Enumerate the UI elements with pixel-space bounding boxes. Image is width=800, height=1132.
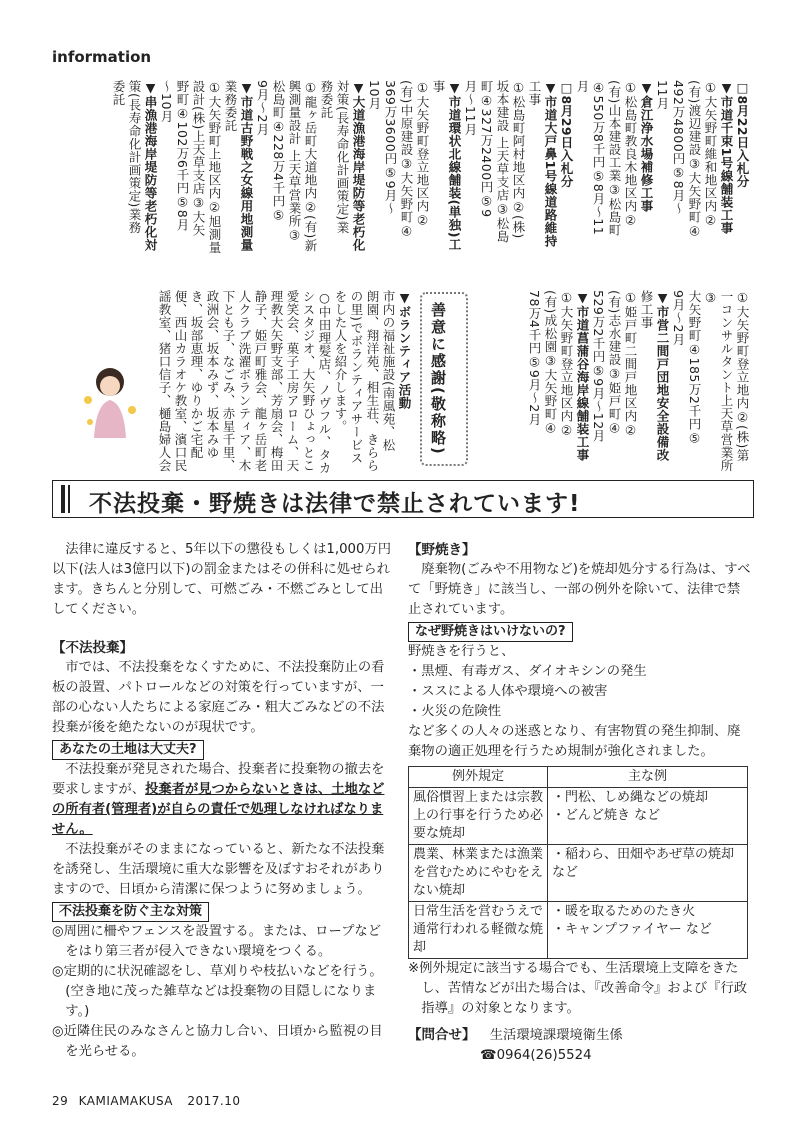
- vertical-line: 松島町④228万4千円⑤: [271, 80, 286, 223]
- vertical-line: 下とも子、なごみ、赤星千里、: [221, 290, 236, 472]
- burning-paragraph-1: 廃棄物(ごみや不用物など)を焼却処分する行為は、すべて「野焼き」に該当し、一部の例外を除いて、法律で禁止されています。: [408, 562, 751, 617]
- measure-item: ◎近隣住民のみなさんと協力し合い、日頃から監視の目を光らせる。: [52, 1024, 383, 1059]
- right-column: [408, 540, 753, 1066]
- vertical-line: 9月〜2月: [671, 290, 686, 346]
- vertical-line: 月〜11月: [463, 80, 478, 136]
- vertical-line: ▼市道古野戦之女線用地測量: [239, 80, 254, 252]
- vertical-line: 一コンサルタント上天草営業所③: [703, 290, 734, 472]
- vertical-line: ①大矢野町上地区内②旭測量: [207, 80, 222, 254]
- vertical-line: 務委託: [319, 80, 334, 119]
- contact-block: [408, 1025, 753, 1066]
- vertical-line: 11月: [655, 80, 670, 110]
- vertical-line: 9月〜2月: [255, 80, 270, 136]
- vertical-line: ▼市道大戸鼻1号線道路維持: [543, 80, 558, 248]
- burning-paragraph-2: など多くの人々の迷惑となり、有害物質の発生抑制、廃棄物の適正処理を行うため規制が強化されました。: [408, 724, 741, 759]
- vertical-line: ○中田理髪店、ノヴフル、タカ: [317, 290, 332, 475]
- thanks-badge: 善意に感謝(敬称略): [429, 302, 447, 456]
- vertical-line: 便、西山カラオケ教室、濱口民: [173, 290, 188, 472]
- title-mark-2: [68, 485, 70, 513]
- vertical-line: 人クラブ洗濯ボランティア、木: [237, 290, 252, 472]
- vertical-line: 愛笑会、菓子工房アローム、天: [285, 290, 300, 472]
- vertical-line: 委託: [111, 80, 126, 106]
- table-row: [409, 845, 748, 902]
- vertical-line: 369万3600円⑤9月〜: [383, 80, 398, 216]
- page-number: 29: [52, 1094, 69, 1108]
- section-label: information: [52, 48, 152, 66]
- table-cell: ・稲わら、田畑やあぜ草の焼却など: [548, 845, 748, 902]
- vertical-line: ①龍ヶ岳町大道地内②(有)新: [303, 80, 318, 252]
- table-cell: ・暖を取るためのたき火 ・キャンプファイヤー など: [548, 902, 748, 959]
- vertical-line: 10月: [367, 80, 382, 110]
- vertical-line: 業務委託: [223, 80, 238, 132]
- vertical-line: ▼市道千束1号線舗装工事: [719, 80, 734, 235]
- vertical-line: ①姫戸町二間戸地区内②: [623, 290, 638, 438]
- magazine-name: KAMIAMAKUSA: [78, 1094, 174, 1108]
- illegal-heading: 【不法投棄】: [52, 640, 133, 656]
- vertical-line: 対策(長寿命化計画策定)業: [335, 80, 350, 234]
- vertical-line: (有)渡辺建設③大矢野町④: [687, 80, 702, 239]
- measures-subheading: 不法投棄を防ぐ主な対策: [52, 902, 209, 922]
- vertical-line: 修工事: [639, 290, 654, 329]
- vertical-line: ▼市道菖蒲谷海岸線舗装工事: [575, 290, 590, 462]
- vertical-line: (有)中原建設③大矢野町④: [399, 80, 414, 239]
- thanks-volunteer-list: [140, 290, 412, 480]
- illegal-paragraph-3: 不法投棄がそのままになっていると、新たな不法投棄を誘発し、生活環境に重大な影響を及ぼすおそれがありますので、日頃から清潔に保つように努めましょう。: [52, 842, 385, 897]
- intro-text: 法律に違反すると、5年以下の懲役もしくは1,000万円以下(法人は3億円以下)の罰金またはその併科に処せられます。きちんと分別して、可燃ごみ・不燃ごみとして出してください。: [52, 542, 392, 617]
- vertical-line: □8月22日入札分: [735, 80, 750, 189]
- vertical-line: ▼倉江浄水場補修工事: [639, 80, 654, 213]
- vertical-line: シスタジオ、大矢野ひょっとこ: [301, 290, 316, 472]
- table-header: 主な例: [548, 767, 748, 788]
- burning-lead: 野焼きを行うと、: [408, 644, 515, 659]
- vertical-line: 492万4800円⑤8月〜: [671, 80, 686, 216]
- vertical-line: 529万2千円⑤9月〜12月: [591, 290, 606, 443]
- vertical-line: の里)でボランティアサービス: [349, 290, 364, 465]
- table-cell: 風俗慣習上または宗教上の行事を行うため必要な焼却: [409, 788, 548, 845]
- vertical-line: 設計(株)上天草支店③大矢: [191, 80, 206, 237]
- vertical-line: 市内の福祉施設(南風苑、松: [381, 290, 396, 452]
- vertical-line: 坂本建設 上天草支店③松島: [495, 80, 510, 243]
- vertical-line: 78万4千円⑤9月〜2月: [527, 290, 542, 426]
- vertical-line: ④550万8千円⑤8月〜11: [591, 80, 606, 236]
- vertical-line: ①大矢野町維和地区内②: [703, 80, 718, 228]
- title-mark: [61, 485, 65, 513]
- vertical-line: ▼市営二間戸団地安全設備改: [655, 290, 670, 462]
- illegal-paragraph-2: 不法投棄が発見された場合、投棄者に投棄物の撤去を要求しますが、投棄者が見つからないときは、土地などの所有者(管理者)が自らの責任で処理しなければなりません。: [52, 762, 385, 837]
- table-cell: 日常生活を営むうえで通常行われる軽微な焼却: [409, 902, 548, 959]
- burning-effect-item: ・ススによる人体や環境への被害: [408, 684, 608, 699]
- vertical-line: 朗園、翔洋苑、相生荘、きらら: [365, 290, 380, 472]
- measure-item: ◎定期的に状況確認をし、草刈りや枝払いなどを行う。(空き地に茂った雑草などは投棄物の目隠しになります。): [52, 964, 383, 1019]
- vertical-line: 野町④102万6千円⑤8月: [175, 80, 190, 232]
- vertical-line: 政洲会、坂本みず、坂本みゆ: [205, 290, 220, 459]
- vertical-line: 大矢野町④185万2千円⑤: [687, 290, 702, 446]
- exception-note: ※例外規定に該当する場合でも、生活環境上支障をきたし、苦情などが出た場合は、『改善命令』および『行政指導』の対象となります。: [408, 961, 748, 1016]
- vertical-line: (有)成松園③大矢野町④: [543, 290, 558, 436]
- vertical-line: き、坂部恵理、ゆりかご宅配: [189, 290, 204, 459]
- vertical-line: ①大矢野町登立地区内②: [415, 80, 430, 228]
- left-column: [52, 540, 392, 1062]
- vertical-line: (有)志水建設③姫戸町④: [607, 290, 622, 436]
- article-title-bar: [52, 480, 754, 518]
- tender-notices-column-2: [470, 290, 750, 480]
- land-subheading: あなたの土地は大丈夫?: [52, 740, 204, 760]
- contact-department: 生活環境課環境衛生係: [489, 1028, 623, 1043]
- vertical-line: □8月29日入札分: [559, 80, 574, 189]
- table-cell: 農業、林業または漁業を営むためにやむをえない焼却: [409, 845, 548, 902]
- exceptions-table: [408, 766, 748, 959]
- table-cell: ・門松、しめ縄などの焼却 ・どんど焼き など: [548, 788, 748, 845]
- vertical-line: 静子、姫戸町雅会、龍ヶ岳町老: [253, 290, 268, 472]
- vertical-line: ①大矢野町登立地区内②: [559, 290, 574, 438]
- vertical-line: をした人を紹介します。: [333, 290, 348, 433]
- vertical-line: ▼ボランティア活動: [397, 290, 412, 410]
- vertical-line: 月: [575, 80, 590, 93]
- illegal-paragraph-1: 市では、不法投棄をなくすために、不法投棄防止の看板の設置、パトロールなどの対策を行っていますが、一部の心ない人たちによる家庭ごみ・粗大ごみなどの不法投棄が後を絶たないのが現状です。: [52, 660, 385, 735]
- why-subheading: なぜ野焼きはいけないの?: [408, 622, 573, 642]
- vertical-line: 謡教室、猪口信子、樋島婦人会: [157, 290, 172, 472]
- vertical-line: ①松島町阿村地区内②(株): [511, 80, 526, 239]
- table-row: [409, 788, 748, 845]
- vertical-line: ▼串漁港海岸堤防等老朽化対: [143, 80, 158, 252]
- contact-phone: ☎0964(26)5524: [480, 1048, 592, 1063]
- owner-responsibility: 投棄者が見つからないときは、土地などの所有者(管理者)が自らの責任で処理しなければなりません。: [52, 782, 385, 837]
- burning-effect-item: ・火災の危険性: [408, 704, 502, 719]
- footer: [52, 1094, 240, 1108]
- vertical-line: (有)山本建設工業③松島町: [607, 80, 622, 237]
- vertical-line: ①松島町教良木地区内②: [623, 80, 638, 228]
- vertical-line: ▼大道漁港海岸堤防等老朽化: [351, 80, 366, 252]
- person-illustration: [80, 360, 140, 440]
- vertical-line: 策(長寿命化計画策定)業務: [127, 80, 142, 234]
- vertical-line: ①大矢野町登立地内②(株)第: [735, 290, 750, 462]
- burning-effect-item: ・黒煙、有毒ガス、ダイオキシンの発生: [408, 664, 647, 679]
- vertical-line: 事: [431, 80, 446, 93]
- issue-date: 2017.10: [187, 1094, 241, 1108]
- article-title: 不法投棄・野焼きは法律で禁止されています!: [89, 491, 581, 517]
- table-header: 例外規定: [409, 767, 548, 788]
- measure-item: ◎周囲に柵やフェンスを設置する。または、ロープなどをはり第三者が侵入できない環境をつくる。: [52, 924, 381, 959]
- burning-heading: 【野焼き】: [408, 542, 476, 558]
- vertical-line: 工事: [527, 80, 542, 106]
- table-row: [409, 902, 748, 959]
- vertical-line: 〜10月: [159, 80, 174, 123]
- vertical-line: ▼市道環状北線舗装(単独)工: [447, 80, 462, 251]
- vertical-line: 町④327万2400円⑤9: [479, 80, 494, 218]
- vertical-line: 理教大矢野支部、芳扇会、梅田: [269, 290, 284, 472]
- vertical-line: 興測量設計 上天草営業所③: [287, 80, 302, 243]
- contact-label: 【問合せ】: [408, 1027, 476, 1043]
